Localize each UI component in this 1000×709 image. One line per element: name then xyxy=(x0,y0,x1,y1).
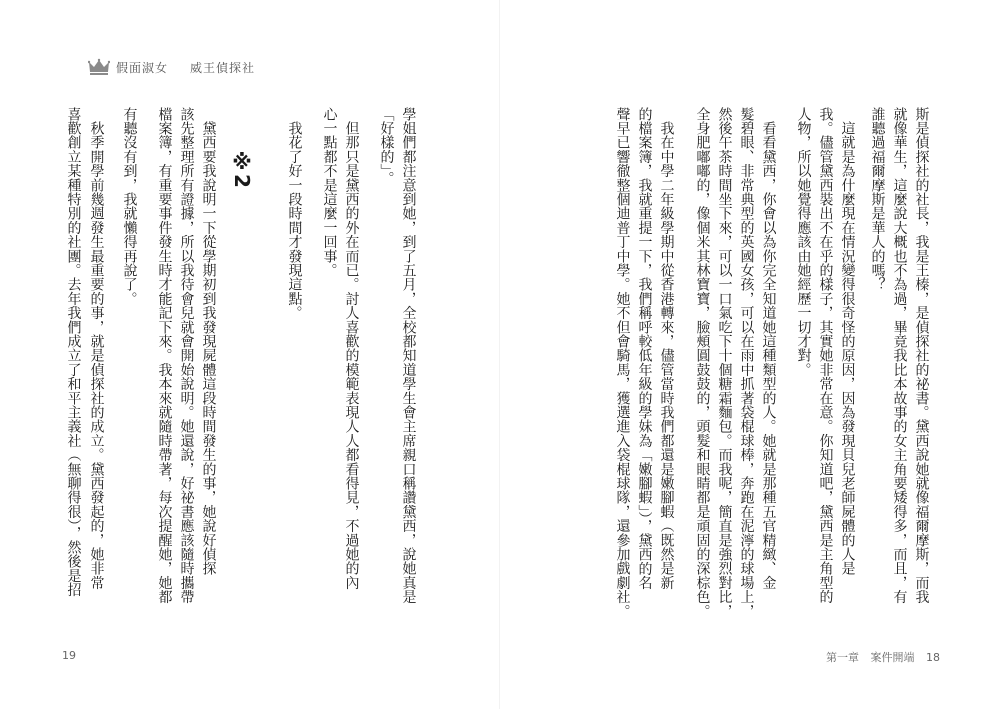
text-column: 我在中學二年級學期中從香港轉來，儘管當時我們都還是嫩腳蝦（既然是新 xyxy=(658,107,675,590)
text-column: 喜歡創立某種特別的社團。去年我們成立了和平主義社（無聊得很），然後是招 xyxy=(65,107,82,597)
text-column: 心一點都不是這麼一回事。 xyxy=(321,107,338,278)
text-column: 然後午茶時間坐下來，可以一口氣吃下十個糖霜麵包。而我呢，簡直是強烈對比， xyxy=(716,107,733,619)
text-column: 秋季開學前幾週發生最重要的事，就是偵探社的成立。黛西發起的，她非常 xyxy=(88,107,105,590)
text-column: 就像華生，這麼說大概也不為過，畢竟我比本故事的女主角要矮得多，而且，有 xyxy=(891,107,908,604)
text-column: 看看黛西，你會以為你完全知道她這種類型的人。她就是那種五官精緻、金 xyxy=(760,107,777,590)
text-column: 這就是為什麼現在情況變得很奇怪的原因，因為發現貝兒老師屍體的人是 xyxy=(839,107,856,576)
text-column: 該先整理所有證據，所以我待會兒就會開始說明。她還說，好祕書應該隨時攜帶 xyxy=(178,107,195,604)
running-header xyxy=(88,58,255,76)
text-column: 我。儘管黛西裝出不在乎的樣子，其實她非常在意。你知道吧，黛西是主角型的 xyxy=(817,107,834,604)
text-column: 檔案簿，有重要事件發生時才能記下來。我本來就隨時帶著，每次提醒她，她都 xyxy=(156,107,173,604)
page-number: 19 xyxy=(62,649,76,662)
text-column: 人物，所以她覺得應該由她經歷一切才對。 xyxy=(795,107,812,377)
text-column: 我花了好一段時間才發現這點。 xyxy=(286,107,303,320)
text-column: 的檔案簿，我就重提一下，我們稱呼較低年級的學妹為「嫩腳蝦」），黛西的名 xyxy=(636,107,653,590)
chapter-label: 第一章 xyxy=(826,651,859,664)
text-column: 誰聽過福爾摩斯是華人的嗎？ xyxy=(869,107,886,292)
text-column: 斯是偵探社的社長，我是王榛，是偵探社的祕書。黛西說她就像福爾摩斯，而我 xyxy=(913,107,930,604)
text-column: 有聽沒有到，我就懶得再說了。 xyxy=(121,107,138,306)
text-column: 聲早已響徹整個迪普丁中學。她不但會騎馬，獲選進入袋棍球隊，還參加戲劇社。 xyxy=(614,107,631,619)
series-title: 威王偵探社 xyxy=(190,60,256,75)
text-column: 「好樣的」。 xyxy=(378,107,395,186)
chapter-title: 案件開端 xyxy=(870,651,915,664)
right-page xyxy=(500,0,1000,709)
book-title: 假面淑女 xyxy=(116,60,169,75)
text-column: 全身肥嘟嘟的，像個米其林寶寶，臉頰圓鼓鼓的，頭髮和眼睛都是頑固的深棕色。 xyxy=(694,107,711,619)
section-heading: ※2 xyxy=(230,150,254,188)
crown-icon xyxy=(88,58,110,76)
running-footer xyxy=(826,649,940,665)
text-column: 但那只是黛西的外在而已。討人喜歡的模範表現人人都看得見，不過她的內 xyxy=(343,107,360,590)
text-column: 黛西要我說明一下從學期初到我發現屍體這段時間發生的事，她說好偵探 xyxy=(200,107,217,576)
text-column: 髮碧眼、非常典型的英國女孩，可以在雨中抓著袋棍球棒，奔跑在泥濘的球場上， xyxy=(738,107,755,619)
text-column: 學姐們都注意到她，到了五月，全校都知道學生會主席親口稱讚黛西，說她真是 xyxy=(400,107,417,604)
page-number: 18 xyxy=(926,651,940,664)
